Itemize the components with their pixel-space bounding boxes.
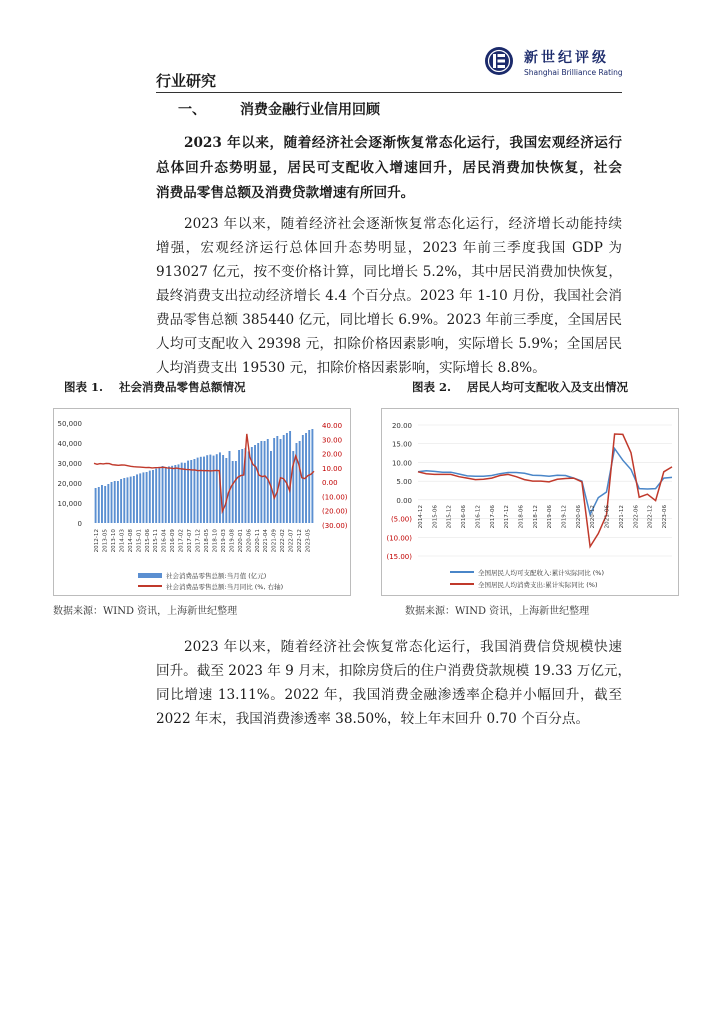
chart2-xtick-label: 2018-12 bbox=[532, 505, 539, 529]
chart1-bar bbox=[171, 466, 173, 523]
figure1-caption bbox=[64, 379, 246, 395]
chart1-xtick-label: 2023-05 bbox=[305, 529, 312, 553]
chart1-ytick-label: 30,000 bbox=[57, 460, 82, 468]
chart1-y2tick-label: 10.00 bbox=[322, 464, 343, 473]
chart2-xtick-label: 2023-06 bbox=[662, 505, 668, 529]
chart2-xtick-label: 2017-12 bbox=[504, 505, 511, 529]
section-title: 消费金融行业信用回顾 bbox=[240, 102, 380, 118]
summary-paragraph bbox=[156, 131, 622, 206]
chart2-series-line-2 bbox=[418, 434, 672, 547]
chart1-bar bbox=[308, 430, 310, 523]
chart2-legend-label-1: 全国居民人均可支配收入:累计实际同比 (%) bbox=[478, 569, 605, 577]
chart1-bar bbox=[209, 455, 211, 523]
summary-line-2: 总体回升态势明显，居民可支配收入增速回升，居民消费加快恢复，社会 bbox=[156, 160, 622, 176]
chart2-xtick-label: 2015-06 bbox=[432, 505, 439, 529]
chart1-bar bbox=[254, 445, 256, 523]
chart1-xtick-label: 2020-06 bbox=[246, 529, 253, 553]
chart2-ytick-label: 10.00 bbox=[391, 459, 412, 468]
chart1-bar bbox=[133, 476, 135, 523]
chart2-legend-label-2: 全国居民人均消费支出:累计实际同比 (%) bbox=[478, 581, 598, 589]
chart1-xtick-label: 2018-10 bbox=[212, 529, 219, 553]
chart1-bar bbox=[174, 465, 176, 523]
chart2-ytick-label: (15.00) bbox=[386, 553, 412, 561]
chart2-xtick-label: 2019-12 bbox=[561, 505, 568, 529]
chart1-xtick-label: 2017-12 bbox=[195, 529, 202, 553]
brand-logo-icon bbox=[484, 46, 514, 76]
chart2-xtick-label: 2021-12 bbox=[618, 505, 625, 529]
chart1-bar bbox=[273, 438, 275, 523]
summary-line-1: 2023 年以来，随着经济社会逐渐恢复常态化运行，我国宏观经济运行 bbox=[184, 135, 622, 151]
figure1-source: 数据来源：WIND 资讯，上海新世纪整理 bbox=[53, 606, 238, 617]
chart2-ytick-label: 5.00 bbox=[396, 478, 412, 487]
chart1-bar bbox=[114, 481, 116, 523]
chart2-xtick-label: 2016-06 bbox=[461, 505, 468, 529]
section-heading bbox=[178, 99, 380, 119]
chart1-xtick-label: 2013-10 bbox=[110, 529, 117, 553]
chart2-ytick-label: 20.00 bbox=[391, 422, 412, 430]
chart1-bar bbox=[162, 466, 164, 523]
chart1-xtick-label: 2019-08 bbox=[229, 529, 236, 553]
para1-line-3: 913027 亿元，按不变价格计算，同比增长 5.2%，其中居民消费加快恢复， bbox=[156, 264, 622, 280]
chart1-y2tick-label: 30.00 bbox=[322, 436, 343, 445]
chart1-bar bbox=[216, 454, 218, 523]
chart1-xtick-label: 2017-07 bbox=[187, 529, 194, 553]
chart1-ytick-label: 50,000 bbox=[57, 420, 82, 428]
chart1-xtick-label: 2013-05 bbox=[102, 529, 109, 553]
para1-line-6: 人均可支配收入 29398 元，扣除价格因素影响，实际增长 5.9%；全国居民 bbox=[156, 336, 622, 352]
chart1-xtick-label: 2014-03 bbox=[119, 529, 126, 553]
chart1-bar bbox=[276, 436, 278, 523]
chart1-bar bbox=[158, 467, 160, 523]
chart1-svg bbox=[54, 409, 350, 595]
chart1-xtick-label: 2016-04 bbox=[161, 529, 168, 553]
chart2-frame bbox=[381, 408, 679, 596]
chart1-bar bbox=[229, 451, 231, 523]
chart1-bar bbox=[136, 474, 138, 523]
chart1-bar bbox=[257, 443, 259, 523]
chart1-xtick-label: 2022-02 bbox=[280, 529, 287, 553]
chart1-legend-swatch-bars bbox=[138, 573, 162, 578]
chart1-bar bbox=[101, 485, 103, 523]
chart1-bar bbox=[206, 455, 208, 523]
chart1-bar bbox=[311, 429, 313, 523]
chart1-xtick-label: 2015-01 bbox=[136, 529, 143, 553]
chart1-ytick-label: 20,000 bbox=[57, 480, 82, 488]
chart2-xtick-label: 2018-06 bbox=[518, 505, 525, 529]
chart1-bar bbox=[178, 464, 180, 523]
para1-line-1: 2023 年以来，随着经济社会逐渐恢复常态化运行，经济增长动能持续 bbox=[184, 216, 622, 232]
chart2-ytick-label: (5.00) bbox=[390, 515, 412, 524]
summary-line-3: 消费品零售总额及消费贷款增速有所回升。 bbox=[156, 185, 415, 201]
chart1-bar bbox=[197, 458, 199, 523]
chart1-bar bbox=[139, 473, 141, 523]
body-paragraph-2 bbox=[156, 635, 632, 731]
chart1-bar bbox=[120, 479, 122, 523]
body-paragraph-1 bbox=[156, 212, 622, 380]
chart1-bar bbox=[235, 461, 237, 523]
figure2-label: 图表 2. bbox=[412, 380, 452, 394]
chart1-bar bbox=[286, 433, 288, 523]
chart1-bar bbox=[95, 488, 97, 523]
chart1-bar bbox=[123, 478, 125, 523]
chart1-y2tick-label: (30.00) bbox=[322, 522, 348, 530]
chart2-xtick-label: 2014-12 bbox=[418, 505, 424, 529]
chart1-xtick-label: 2017-02 bbox=[178, 529, 185, 553]
chart1-bar bbox=[127, 477, 129, 523]
chart1-y2tick-label: 0.00 bbox=[322, 479, 338, 488]
chart1-bar bbox=[248, 451, 250, 523]
chart1-legend-label-bars: 社会消费品零售总额:当月值 (亿元) bbox=[166, 572, 267, 580]
chart2-xtick-label: 2021-06 bbox=[604, 505, 611, 529]
chart1-bar bbox=[260, 441, 262, 523]
chart1-y2tick-label: (10.00) bbox=[322, 493, 348, 502]
section-number: 一、 bbox=[178, 102, 206, 118]
chart1-xtick-label: 2015-06 bbox=[144, 529, 151, 553]
chart1-xtick-label: 2019-03 bbox=[220, 529, 227, 553]
chart1-xtick-label: 2021-09 bbox=[271, 529, 278, 553]
chart2-svg bbox=[382, 409, 678, 595]
brand-name-cn: 新世纪评级 bbox=[524, 50, 609, 66]
chart1-bar bbox=[222, 455, 224, 523]
chart1-ytick-label: 10,000 bbox=[57, 500, 82, 508]
chart1-xtick-label: 2014-08 bbox=[127, 529, 134, 553]
brand-name-en: Shanghai Brilliance Rating bbox=[524, 68, 623, 77]
chart1-bar bbox=[238, 450, 240, 523]
chart1-bar bbox=[302, 435, 304, 523]
chart1-bar bbox=[146, 472, 148, 523]
para2-line-2: 回升。截至 2023 年 9 月末，扣除房贷后的住户消费贷款规模 19.33 万亿元， bbox=[156, 663, 632, 679]
para1-line-7: 人均消费支出 19530 元，扣除价格因素影响，实际增长 8.8%。 bbox=[156, 360, 546, 376]
para1-line-2: 增强，宏观经济运行总体回升态势明显，2023 年前三季度我国 GDP 为 bbox=[156, 240, 622, 256]
chart1-bar bbox=[165, 467, 167, 523]
chart1-bar bbox=[200, 457, 202, 523]
chart1-bar bbox=[168, 466, 170, 523]
chart1-bar bbox=[155, 469, 157, 523]
chart1-bar bbox=[117, 481, 119, 523]
figure2-caption bbox=[412, 379, 628, 395]
chart1-bar bbox=[130, 477, 132, 523]
chart1-y2tick-label: (20.00) bbox=[322, 507, 348, 516]
chart1-xtick-label: 2022-12 bbox=[297, 529, 304, 553]
para2-line-4: 2022 年末，我国消费渗透率 38.50%，较上年末回升 0.70 个百分点。 bbox=[156, 711, 590, 727]
chart1-xtick-label: 2020-11 bbox=[254, 529, 261, 553]
chart1-bar bbox=[111, 482, 113, 523]
chart1-bar bbox=[149, 471, 151, 523]
chart2-xtick-label: 2019-06 bbox=[547, 505, 554, 529]
chart1-xtick-label: 2021-04 bbox=[263, 529, 270, 553]
para1-line-4: 最终消费支出拉动经济增长 4.4 个百分点。2023 年 1-10 月份，我国社会消 bbox=[156, 288, 622, 304]
chart1-bar bbox=[232, 461, 234, 523]
chart1-legend-label-line: 社会消费品零售总额:当月同比 (%, 右轴) bbox=[166, 583, 284, 591]
chart2-ytick-label: (10.00) bbox=[386, 534, 412, 543]
chart1-bar bbox=[107, 484, 109, 523]
chart1-bar bbox=[299, 441, 301, 523]
chart2-xtick-label: 2020-06 bbox=[575, 505, 582, 529]
chart1-bar bbox=[264, 441, 266, 523]
chart2-xtick-label: 2022-12 bbox=[647, 505, 654, 529]
chart2-ytick-label: 0.00 bbox=[396, 496, 412, 505]
chart1-xtick-label: 2018-05 bbox=[204, 529, 210, 553]
chart1-xtick-label: 2022-07 bbox=[288, 529, 295, 553]
chart1-y2tick-label: 40.00 bbox=[322, 422, 343, 430]
chart1-bar bbox=[152, 470, 154, 523]
figure2-title: 居民人均可支配收入及支出情况 bbox=[467, 380, 629, 394]
chart1-xtick-label: 2012-12 bbox=[94, 529, 100, 553]
chart1-frame bbox=[53, 408, 351, 596]
chart2-xtick-label: 2022-06 bbox=[633, 505, 640, 529]
chart1-bar bbox=[241, 449, 243, 523]
chart1-y2tick-label: 20.00 bbox=[322, 450, 343, 459]
chart1-bar bbox=[142, 472, 144, 523]
figure1-label: 图表 1. bbox=[64, 380, 104, 394]
para1-line-5: 费品零售总额 385440 亿元，同比增长 6.9%。2023 年前三季度，全国居民 bbox=[156, 312, 622, 328]
chart2-xtick-label: 2015-12 bbox=[446, 505, 453, 529]
header-section-label: 行业研究 bbox=[156, 72, 217, 90]
chart2-xtick-label: 2017-06 bbox=[489, 505, 496, 529]
figure2-source: 数据来源：WIND 资讯，上海新世纪整理 bbox=[405, 606, 590, 617]
chart1-bar bbox=[98, 487, 100, 523]
header-rule bbox=[156, 92, 622, 93]
chart1-bar bbox=[225, 458, 227, 523]
chart1-bar bbox=[104, 486, 106, 523]
chart1-bar bbox=[181, 463, 183, 523]
para2-line-3: 同比增速 13.11%。2022 年，我国消费金融渗透率企稳并小幅回升，截至 bbox=[156, 687, 622, 703]
para2-line-1: 2023 年以来，随着经济社会恢复常态化运行，我国消费信贷规模快速 bbox=[184, 639, 622, 655]
chart1-xtick-label: 2016-09 bbox=[170, 529, 177, 553]
figure1-title: 社会消费品零售总额情况 bbox=[119, 380, 246, 394]
chart2-xtick-label: 2020-12 bbox=[590, 505, 597, 529]
chart1-bar bbox=[213, 456, 215, 523]
chart1-ytick-label: 40,000 bbox=[57, 440, 82, 448]
chart1-bar bbox=[184, 463, 186, 523]
chart1-xtick-label: 2015-11 bbox=[153, 529, 160, 553]
chart1-xtick-label: 2020-01 bbox=[237, 529, 244, 553]
chart2-ytick-label: 15.00 bbox=[391, 440, 412, 449]
chart1-bar bbox=[203, 457, 205, 523]
chart1-ytick-label: 0 bbox=[77, 520, 82, 528]
chart1-bar bbox=[193, 459, 195, 523]
chart2-xtick-label: 2016-12 bbox=[475, 505, 482, 529]
